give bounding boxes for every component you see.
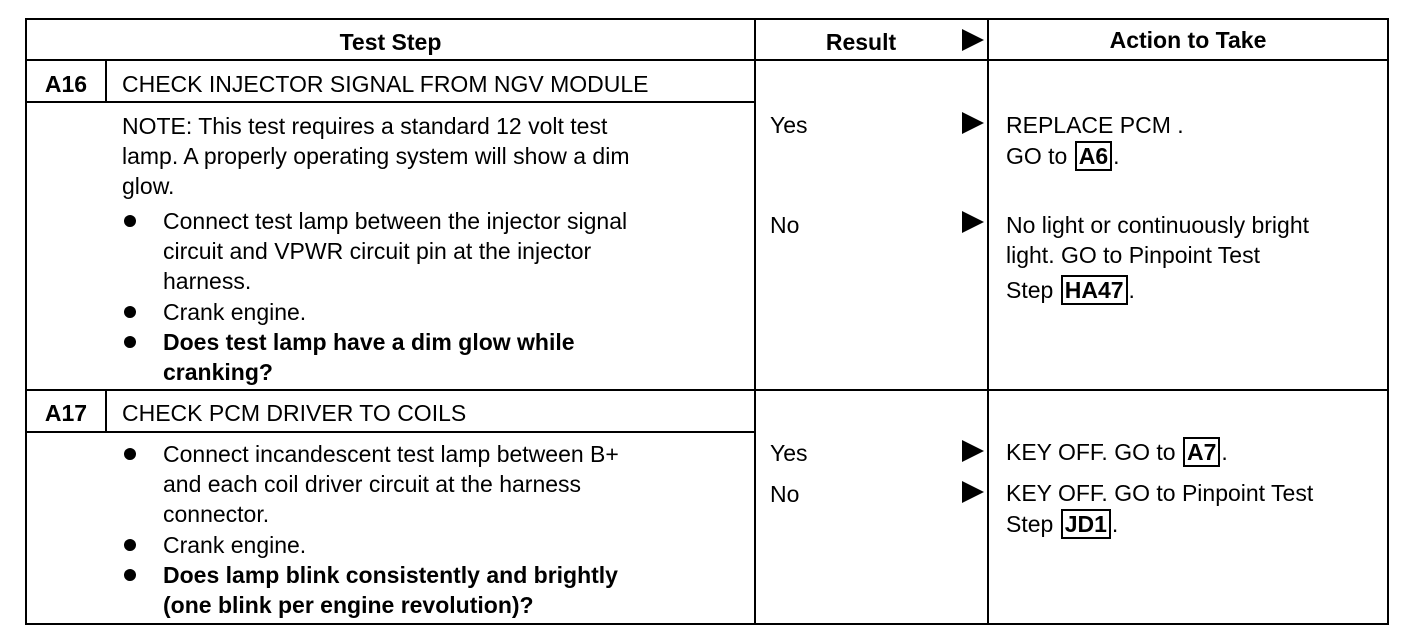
step-a17-number-divider — [105, 389, 107, 433]
arrow-icon — [962, 211, 984, 233]
step-ref-box[interactable]: A7 — [1183, 437, 1220, 467]
table-top-border — [25, 18, 1389, 20]
bullet-icon — [124, 569, 136, 581]
step-separator — [25, 389, 1389, 391]
note-line: NOTE: This test requires a standard 12 volt test — [122, 113, 608, 139]
header-result: Result — [825, 29, 897, 55]
table-bottom-border — [25, 623, 1389, 625]
result-no: No — [770, 481, 800, 507]
bullet-icon — [124, 336, 136, 348]
bullet-icon — [124, 306, 136, 318]
step-number: A17 — [44, 400, 88, 426]
question-line: Does test lamp have a dim glow while — [163, 329, 575, 355]
step-number: A16 — [44, 71, 88, 97]
step-title: CHECK INJECTOR SIGNAL FROM NGV MODULE — [122, 71, 649, 97]
step-a16-title-divider — [25, 101, 756, 103]
header-arrow-icon — [962, 29, 984, 51]
table-right-border — [1387, 18, 1389, 625]
column-divider-action — [987, 18, 989, 625]
bullet-line: Connect incandescent test lamp between B+ — [163, 441, 619, 467]
bullet-line: connector. — [163, 501, 270, 527]
header-action: Action to Take — [1109, 27, 1267, 53]
result-yes: Yes — [770, 112, 808, 138]
bullet-line: and each coil driver circuit at the harness — [163, 471, 582, 497]
step-ref-box[interactable]: JD1 — [1061, 509, 1111, 539]
note-line: glow. — [122, 173, 175, 199]
bullet-line: circuit and VPWR circuit pin at the injector — [163, 238, 592, 264]
arrow-icon — [962, 440, 984, 462]
bullet-line: Crank engine. — [163, 299, 307, 325]
table-left-border — [25, 18, 27, 625]
header-test-step: Test Step — [339, 29, 442, 55]
action-goto: GO to A6 . — [1006, 143, 1120, 169]
step-ref-box[interactable]: A6 — [1075, 141, 1112, 171]
question-line: Does lamp blink consistently and brightly — [163, 562, 618, 588]
action-line: REPLACE PCM . — [1006, 112, 1184, 138]
action-goto: Step HA47 . — [1006, 277, 1135, 303]
arrow-icon — [962, 481, 984, 503]
action-line: light. GO to Pinpoint Test — [1006, 242, 1260, 268]
action-line: No light or continuously bright — [1006, 212, 1309, 238]
bullet-line: Connect test lamp between the injector signal — [163, 208, 628, 234]
action-goto: KEY OFF. GO to A7 . — [1006, 439, 1228, 465]
arrow-icon — [962, 112, 984, 134]
header-divider — [25, 59, 1389, 61]
step-ref-box[interactable]: HA47 — [1061, 275, 1128, 305]
bullet-icon — [124, 215, 136, 227]
step-title: CHECK PCM DRIVER TO COILS — [122, 400, 467, 426]
question-line: (one blink per engine revolution)? — [163, 592, 534, 618]
result-yes: Yes — [770, 440, 808, 466]
action-line: KEY OFF. GO to Pinpoint Test — [1006, 480, 1314, 506]
note-line: lamp. A properly operating system will show a dim — [122, 143, 630, 169]
bullet-line: Crank engine. — [163, 532, 307, 558]
step-a17-title-divider — [25, 431, 756, 433]
bullet-icon — [124, 539, 136, 551]
bullet-icon — [124, 448, 136, 460]
question-line: cranking? — [163, 359, 273, 385]
step-a16-number-divider — [105, 59, 107, 103]
bullet-line: harness. — [163, 268, 252, 294]
result-no: No — [770, 212, 800, 238]
column-divider-result — [754, 18, 756, 625]
action-goto: Step JD1 . — [1006, 511, 1119, 537]
